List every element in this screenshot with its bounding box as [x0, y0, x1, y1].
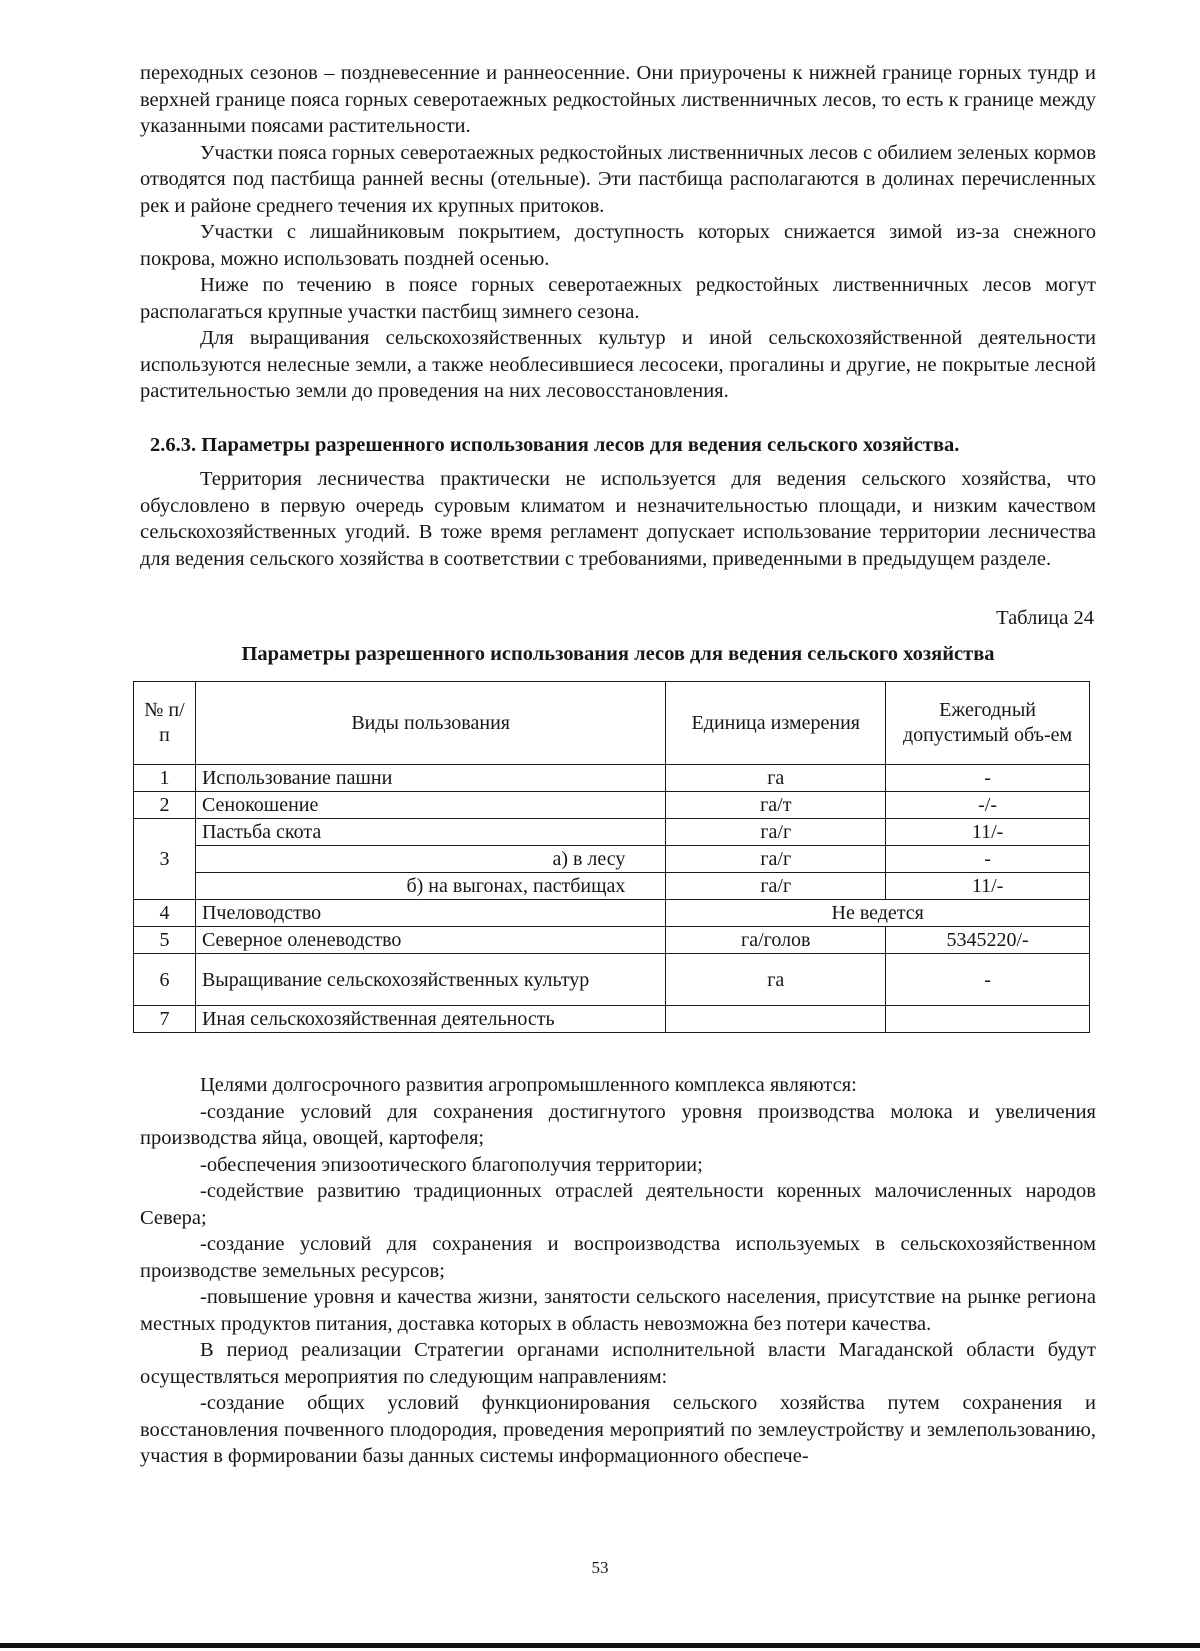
bottom-scan-edge: [0, 1643, 1200, 1648]
header-unit: Единица измерения: [666, 682, 886, 765]
table-row: [134, 765, 1090, 792]
row-volume: -: [886, 954, 1090, 1006]
table-row: [134, 900, 1090, 927]
row-unit: [666, 1006, 886, 1033]
row-usage-type: Выращивание сельскохозяйственных культур: [195, 954, 665, 1006]
row-unit: га/г: [666, 846, 886, 873]
row-usage-type: Использование пашни: [195, 765, 665, 792]
row-volume: 11/-: [886, 819, 1090, 846]
table-row: [134, 1006, 1090, 1033]
paragraph: Целями долгосрочного развития агропромышленного комплекса являются:: [200, 1074, 857, 1096]
table-subrow: [134, 846, 1090, 873]
table-row: [134, 927, 1090, 954]
section-text-block: [140, 466, 1096, 572]
row-usage-type: Сенокошение: [195, 792, 665, 819]
table-title: Параметры разрешенного использования лесов для ведения сельского хозяйства: [241, 643, 995, 665]
row-number: 3: [134, 819, 196, 900]
list-item: -создание общих условий функционирования сельского хозяйства путем сохранения и восстановления почвенного плодородия, проведения мероприятий по землеустройству и землепользованию, участия в формировании базы данных системы информационного обеспече-: [140, 1392, 1096, 1467]
page-number: 53: [591, 1558, 609, 1577]
paragraph: В период реализации Стратегии органами исполнительной власти Магаданской области будут осуществляться мероприятия по следующим направлениям:: [140, 1339, 1096, 1388]
row-volume: 11/-: [886, 873, 1090, 900]
row-unit: га/г: [666, 819, 886, 846]
row-usage-type: Северное оленеводство: [195, 927, 665, 954]
row-volume: [886, 1006, 1090, 1033]
row-volume: -/-: [886, 792, 1090, 819]
paragraph: Участки пояса горных северотаежных редкостойных лиственничных лесов с обилием зеленых кормов отводятся под пастбища ранней весны (отельные). Эти пастбища располагаются в долинах перечисленных рек и районе среднего течения их крупных притоков.: [140, 141, 1096, 217]
row-unit: га: [666, 765, 886, 792]
paragraph: Ниже по течению в поясе горных северотаежных редкостойных лиственничных лесов могут располагаться крупные участки пастбищ зимнего сезона.: [140, 274, 1096, 323]
row-volume: -: [886, 846, 1090, 873]
list-item: -обеспечения эпизоотического благополучия территории;: [200, 1153, 703, 1176]
table-label: Таблица 24: [996, 607, 1094, 629]
paragraph: переходных сезонов – поздневесенние и раннеосенние. Они приурочены к нижней границе горных тундр и верхней границе пояса горных северотаежных редкостойных лиственничных лесов, то есть к границе между указанными поясами растительности.: [140, 62, 1096, 137]
section-heading: 2.6.3. Параметры разрешенного использования лесов для ведения сельского хозяйства.: [150, 434, 960, 456]
row-usage-type: Пчеловодство: [195, 900, 665, 927]
table-row: [134, 792, 1090, 819]
row-unit: га: [666, 954, 886, 1006]
list-item: -содействие развитию традиционных отраслей деятельности коренных малочисленных народов Севера;: [140, 1180, 1096, 1229]
row-number: 4: [134, 900, 196, 927]
row-unit: га/т: [666, 792, 886, 819]
row-number: 5: [134, 927, 196, 954]
row-volume: 5345220/-: [886, 927, 1090, 954]
row-number: 7: [134, 1006, 196, 1033]
paragraph: Для выращивания сельскохозяйственных культур и иной сельскохозяйственной деятельности используются нелесные земли, а также необлесившиеся лесосеки, прогалины и другие, не покрытые лесной растительностью земли до проведения на них лесовосстановления.: [140, 327, 1096, 402]
list-item: -повышение уровня и качества жизни, занятости сельского населения, присутствие на рынке региона местных продуктов питания, доставка которых в область невозможна без потери качества.: [140, 1286, 1096, 1335]
row-number: 1: [134, 765, 196, 792]
row-volume: -: [886, 765, 1090, 792]
header-annual-volume: Ежегодный допустимый объ-ем: [886, 682, 1090, 765]
table-row: [134, 819, 1090, 846]
paragraph: Территория лесничества практически не используется для ведения сельского хозяйства, что обусловлено в первую очередь суровым климатом и незначительностью площади, и низким качеством сельскохозяйственных угодий. В тоже время регламент допускает использование территории лесничества для ведения сельского хозяйства в соответствии с требованиями, приведенными в предыдущем разделе.: [140, 468, 1096, 570]
paragraph: Участки с лишайниковым покрытием, доступность которых снижается зимой из-за снежного покрова, можно использовать поздней осенью.: [140, 221, 1096, 270]
row-number: 6: [134, 954, 196, 1006]
intro-text-block: [140, 60, 1096, 405]
table-row: [134, 954, 1090, 1006]
header-number: № п/п: [134, 682, 196, 765]
row-unit: га/голов: [666, 927, 886, 954]
list-item: -создание условий для сохранения достигнутого уровня производства молока и увеличения производства яйца, овощей, картофеля;: [140, 1100, 1096, 1149]
table-subrow: [134, 873, 1090, 900]
row-merged-value: Не ведется: [666, 900, 1090, 927]
row-usage-subtype: б) на выгонах, пастбищах: [195, 873, 665, 900]
list-item: -создание условий для сохранения и воспроизводства используемых в сельскохозяйственном производстве земельных ресурсов;: [140, 1233, 1096, 1282]
row-unit: га/г: [666, 873, 886, 900]
row-usage-type: Иная сельскохозяйственная деятельность: [195, 1006, 665, 1033]
goals-text-block: [140, 1072, 1096, 1470]
header-usage-type: Виды пользования: [195, 682, 665, 765]
table-header-row: [134, 682, 1090, 765]
row-usage-type: Пастьба скота: [195, 819, 665, 846]
parameters-table: [133, 681, 1090, 1033]
row-usage-subtype: а) в лесу: [195, 846, 665, 873]
row-number: 2: [134, 792, 196, 819]
